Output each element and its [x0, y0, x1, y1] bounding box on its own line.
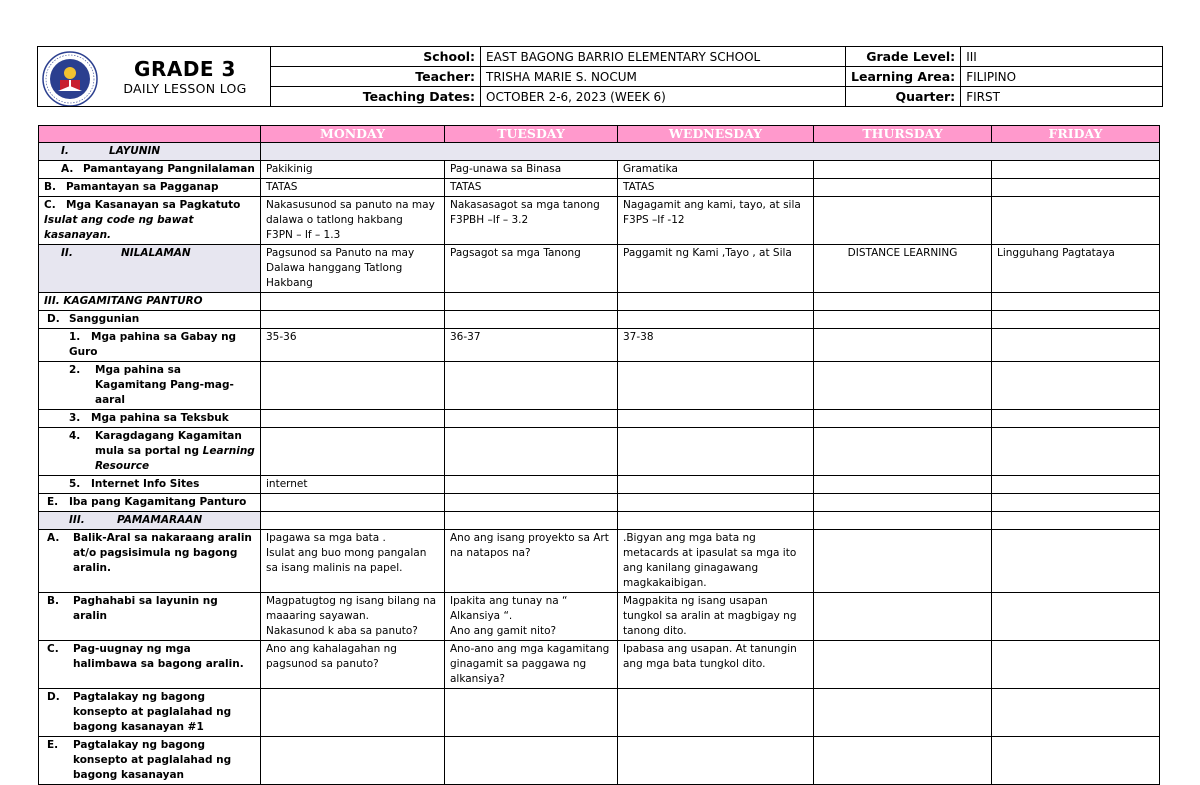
learning-area-value: FILIPINO — [961, 67, 1163, 87]
row-label: 1. Mga pahina sa Gabay ng Guro — [39, 329, 261, 362]
row-label: 4. Karagdagang Kagamitan mula sa portal ng Learning Resource — [39, 428, 261, 476]
teacher-value: TRISHA MARIE S. NOCUM — [481, 67, 846, 87]
gabay-row — [39, 329, 1160, 362]
pamantayan-sa-pagganap-row — [39, 179, 1160, 197]
cell-thursday — [814, 641, 992, 689]
cell-wednesday: Magpakita ng isang usapan tungkol sa aralin at magbigay ng tanong dito. — [618, 593, 814, 641]
day-monday: MONDAY — [261, 126, 445, 143]
cell-tuesday: TATAS — [445, 179, 618, 197]
row-label: C. Pag-uugnay ng mga halimbawa sa bagong aralin. — [39, 641, 261, 689]
pagtalakay2-row — [39, 737, 1160, 785]
grade-level-label: Grade Level: — [846, 47, 961, 67]
teksbuk-row — [39, 410, 1160, 428]
school-value: EAST BAGONG BARRIO ELEMENTARY SCHOOL — [481, 47, 846, 67]
cell-tuesday: Nakasasagot sa mga tanong F3PBH –If – 3.2 — [445, 197, 618, 245]
internet-row — [39, 476, 1160, 494]
cell-tuesday: Pag-unawa sa Binasa — [445, 161, 618, 179]
teaching-dates-value: OCTOBER 2-6, 2023 (WEEK 6) — [481, 87, 846, 107]
row-label: III. KAGAMITANG PANTURO — [39, 293, 261, 311]
cell-friday: Lingguhang Pagtataya — [992, 245, 1160, 293]
lesson-log-table — [38, 125, 1160, 785]
pagtalakay1-row — [39, 689, 1160, 737]
row-label: 3. Mga pahina sa Teksbuk — [39, 410, 261, 428]
row-label: A. Balik-Aral sa nakaraang aralin at/o pagsisimula ng bagong aralin. — [39, 530, 261, 593]
cell-tuesday: Ipakita ang tunay na “ Alkansiya “. Ano ang gamit nito? — [445, 593, 618, 641]
cell-thursday — [814, 161, 992, 179]
cell-wednesday: .Bigyan ang mga bata ng metacards at ipasulat sa mga ito ang kanilang ginagawang magkakaibigan. — [618, 530, 814, 593]
layunin-fill — [261, 143, 1160, 161]
teacher-label: Teacher: — [271, 67, 481, 87]
kasanayan-row — [39, 197, 1160, 245]
cell-wednesday: Ipabasa ang usapan. At tanungin ang mga bata tungkol dito. — [618, 641, 814, 689]
cell-wednesday: Nagagamit ang kami, tayo, at sila F3PS –If -12 — [618, 197, 814, 245]
deped-seal-icon — [42, 51, 98, 107]
cell-friday — [992, 593, 1160, 641]
day-friday: FRIDAY — [992, 126, 1160, 143]
iba-pang-row — [39, 494, 1160, 512]
row-label: D. Pagtalakay ng bagong konsepto at paglalahad ng bagong kasanayan #1 — [39, 689, 261, 737]
row-label: 5. Internet Info Sites — [39, 476, 261, 494]
day-thursday: THURSDAY — [814, 126, 992, 143]
dll-subtitle: DAILY LESSON LOG — [123, 80, 247, 96]
corner-cell — [39, 126, 261, 143]
layunin-row — [39, 143, 1160, 161]
cell-tuesday: Ano-ano ang mga kagamitang ginagamit sa paggawa ng alkansiya? — [445, 641, 618, 689]
cell-thursday: DISTANCE LEARNING — [814, 245, 992, 293]
cell-monday: 35-36 — [261, 329, 445, 362]
cell-friday — [992, 197, 1160, 245]
grade-title: GRADE 3 — [134, 56, 236, 81]
cell-wednesday: Paggamit ng Kami ,Tayo , at Sila — [618, 245, 814, 293]
row-label: II. NILALAMAN — [39, 245, 261, 293]
row-label: A. Pamantayang Pangnilalaman — [39, 161, 261, 179]
cell-thursday — [814, 179, 992, 197]
cell-wednesday: Gramatika — [618, 161, 814, 179]
kagamitang-panturo-row — [39, 293, 1160, 311]
cell-thursday — [814, 197, 992, 245]
pamantayang-pangnilalaman-row — [39, 161, 1160, 179]
cell-monday: internet — [261, 476, 445, 494]
quarter-label: Quarter: — [846, 87, 961, 107]
cell-thursday — [814, 593, 992, 641]
header-brand — [38, 47, 271, 107]
kagamitan-mag-aaral-row — [39, 362, 1160, 410]
row-label: D. Sanggunian — [39, 311, 261, 329]
row-label: B. Paghahabi sa layunin ng aralin — [39, 593, 261, 641]
row-label: 2. Mga pahina sa Kagamitang Pang-mag-aaral — [39, 362, 261, 410]
balik-aral-row — [39, 530, 1160, 593]
grade-level-value: III — [961, 47, 1163, 67]
cell-tuesday: Ano ang isang proyekto sa Art na natapos na? — [445, 530, 618, 593]
cell-wednesday: TATAS — [618, 179, 814, 197]
cell-friday — [992, 161, 1160, 179]
row-label: C. Mga Kasanayan sa Pagkatuto Isulat ang code ng bawat kasanayan. — [39, 197, 261, 245]
cell-monday: TATAS — [261, 179, 445, 197]
row-label: B. Pamantayan sa Pagganap — [39, 179, 261, 197]
cell-tuesday: 36-37 — [445, 329, 618, 362]
cell-thursday — [814, 530, 992, 593]
cell-monday: Pagsunod sa Panuto na may Dalawa hanggang Tatlong Hakbang — [261, 245, 445, 293]
nilalaman-row — [39, 245, 1160, 293]
cell-friday — [992, 179, 1160, 197]
row-label: E. Iba pang Kagamitang Panturo — [39, 494, 261, 512]
cell-monday: Nakasusunod sa panuto na may dalawa o tatlong hakbang F3PN – If – 1.3 — [261, 197, 445, 245]
cell-friday — [992, 329, 1160, 362]
learning-area-label: Learning Area: — [846, 67, 961, 87]
day-header-row — [39, 126, 1160, 143]
row-label: I. LAYUNIN — [39, 143, 261, 161]
cell-monday: Ipagawa sa mga bata . Isulat ang buo mong pangalan sa isang malinis na papel. — [261, 530, 445, 593]
paghahabi-row — [39, 593, 1160, 641]
sanggunian-row — [39, 311, 1160, 329]
cell-thursday — [814, 329, 992, 362]
cell-monday: Pakikinig — [261, 161, 445, 179]
cell-friday — [992, 530, 1160, 593]
day-tuesday: TUESDAY — [445, 126, 618, 143]
cell-monday: Magpatugtog ng isang bilang na maaaring sayawan. Nakasunod k aba sa panuto? — [261, 593, 445, 641]
header-table — [37, 46, 1163, 107]
row-label: III. PAMAMARAAN — [39, 512, 261, 530]
karagdagang-row — [39, 428, 1160, 476]
quarter-value: FIRST — [961, 87, 1163, 107]
cell-wednesday: 37-38 — [618, 329, 814, 362]
cell-friday — [992, 641, 1160, 689]
day-wednesday: WEDNESDAY — [618, 126, 814, 143]
row-label: E. Pagtalakay ng bagong konsepto at paglalahad ng bagong kasanayan — [39, 737, 261, 785]
school-label: School: — [271, 47, 481, 67]
pag-uugnay-row — [39, 641, 1160, 689]
cell-tuesday: Pagsagot sa mga Tanong — [445, 245, 618, 293]
teaching-dates-label: Teaching Dates: — [271, 87, 481, 107]
pamamaraan-row — [39, 512, 1160, 530]
cell-monday: Ano ang kahalagahan ng pagsunod sa panuto? — [261, 641, 445, 689]
